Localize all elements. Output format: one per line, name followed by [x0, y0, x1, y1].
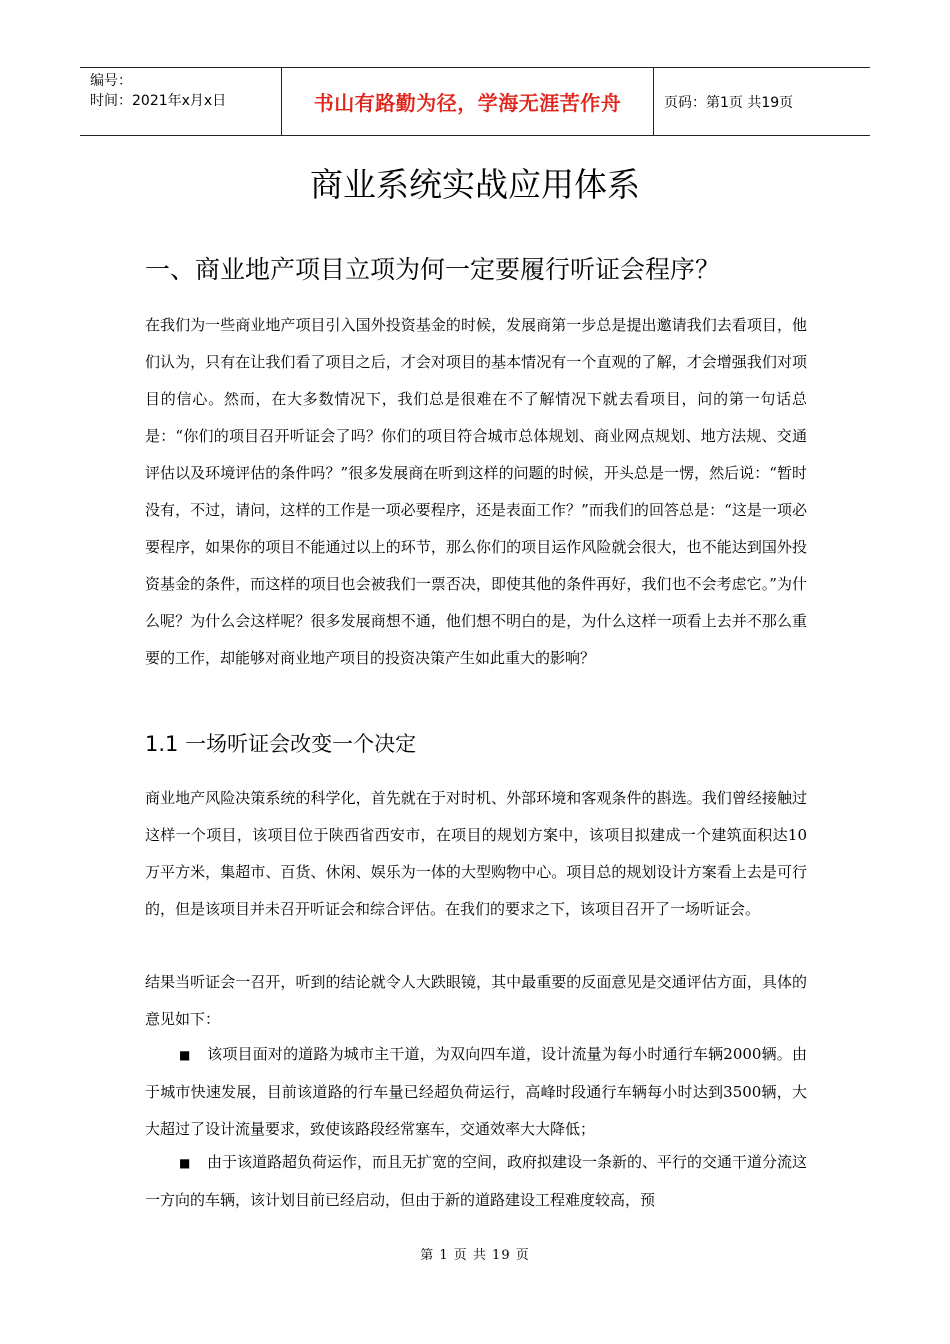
header-motto: 书山有路勤为径，学海无涯苦作舟 [313, 91, 622, 115]
section-heading-1-1: 1.1 一场听证会改变一个决定 [145, 732, 417, 756]
bullet-item-new-road [145, 1144, 807, 1218]
bullet-square-icon: ■ [179, 1156, 191, 1170]
bullet-text: 由于该道路超负荷运作，而且无扩宽的空间，政府拟建设一条新的、平行的交通干道分流这一方向的车辆，该计划目前已经启动，但由于新的道路建设工程难度较高，预 [145, 1153, 807, 1209]
header-meta [80, 68, 281, 135]
section-1-1-paragraph-1: 商业地产风险决策系统的科学化，首先就在于对时机、外部环境和客观条件的斟选。我们曾经接触过这样一个项目，该项目位于陕西省西安市，在项目的规划方案中，该项目拟建成一个建筑面积达10万平方米，集超市、百货、休闲、娱乐为一体的大型购物中心。项目总的规划设计方案看上去是可行的，但是该项目并未召开听证会和综合评估。在我们的要求之下，该项目召开了一场听证会。 [145, 789, 807, 918]
document-time-label: 时间：2021年x月x日 [90, 93, 227, 109]
page-footer: 第 1 页 共 19 页 [420, 1248, 530, 1263]
document-title: 商业系统实战应用体系 [310, 165, 640, 204]
section-1-paragraph: 在我们为一些商业地产项目引入国外投资基金的时候，发展商第一步总是提出邀请我们去看项目，他们认为，只有在让我们看了项目之后，才会对项目的基本情况有一个直观的了解，才会增强我们对项目的信心。然而，在大多数情况下，我们总是很难在不了解情况下就去看项目，问的第一句话总是：“你们的项目召开听证会了吗？你们的项目符合城市总体规划、商业网点规划、地方法规、交通评估以及环境评估的条件吗？”很多发展商在听到这样的问题的时候，开头总是一愣，然后说：“暂时没有，不过，请问，这样的工作是一项必要程序，还是表面工作？”而我们的回答总是：“这是一项必要程序，如果你的项目不能通过以上的环节，那么你们的项目运作风险就会很大，也不能达到国外投资基金的条件，而这样的项目也会被我们一票否决，即使其他的条件再好，我们也不会考虑它。”为什么呢？为什么会这样呢？很多发展商想不通，他们想不明白的是，为什么这样一项看上去并不那么重要的工作，却能够对商业地产项目的投资决策产生如此重大的影响？ [145, 316, 807, 667]
section-1-1-paragraph-2: 结果当听证会一召开，听到的结论就令人大跌眼镜，其中最重要的反面意见是交通评估方面，具体的意见如下： [145, 973, 807, 1028]
document-number-label: 编号： [90, 73, 132, 89]
header-table [80, 67, 870, 136]
header-motto-cell [281, 68, 654, 135]
header-page-info: 页码：第1页 共19页 [664, 94, 794, 111]
bullet-text: 该项目面对的道路为城市主干道，为双向四车道，设计流量为每小时通行车辆2000辆。由于城市快速发展，目前该道路的行车量已经超负荷运行，高峰时段通行车辆每小时达到3500辆，大大超过了设计流量要求，致使该路段经常塞车，交通效率大大降低； [145, 1045, 807, 1138]
bullet-square-icon: ■ [179, 1048, 191, 1062]
bullet-item-traffic-load [145, 1036, 807, 1148]
section-heading-1: 一、商业地产项目立项为何一定要履行听证会程序？ [145, 255, 721, 284]
